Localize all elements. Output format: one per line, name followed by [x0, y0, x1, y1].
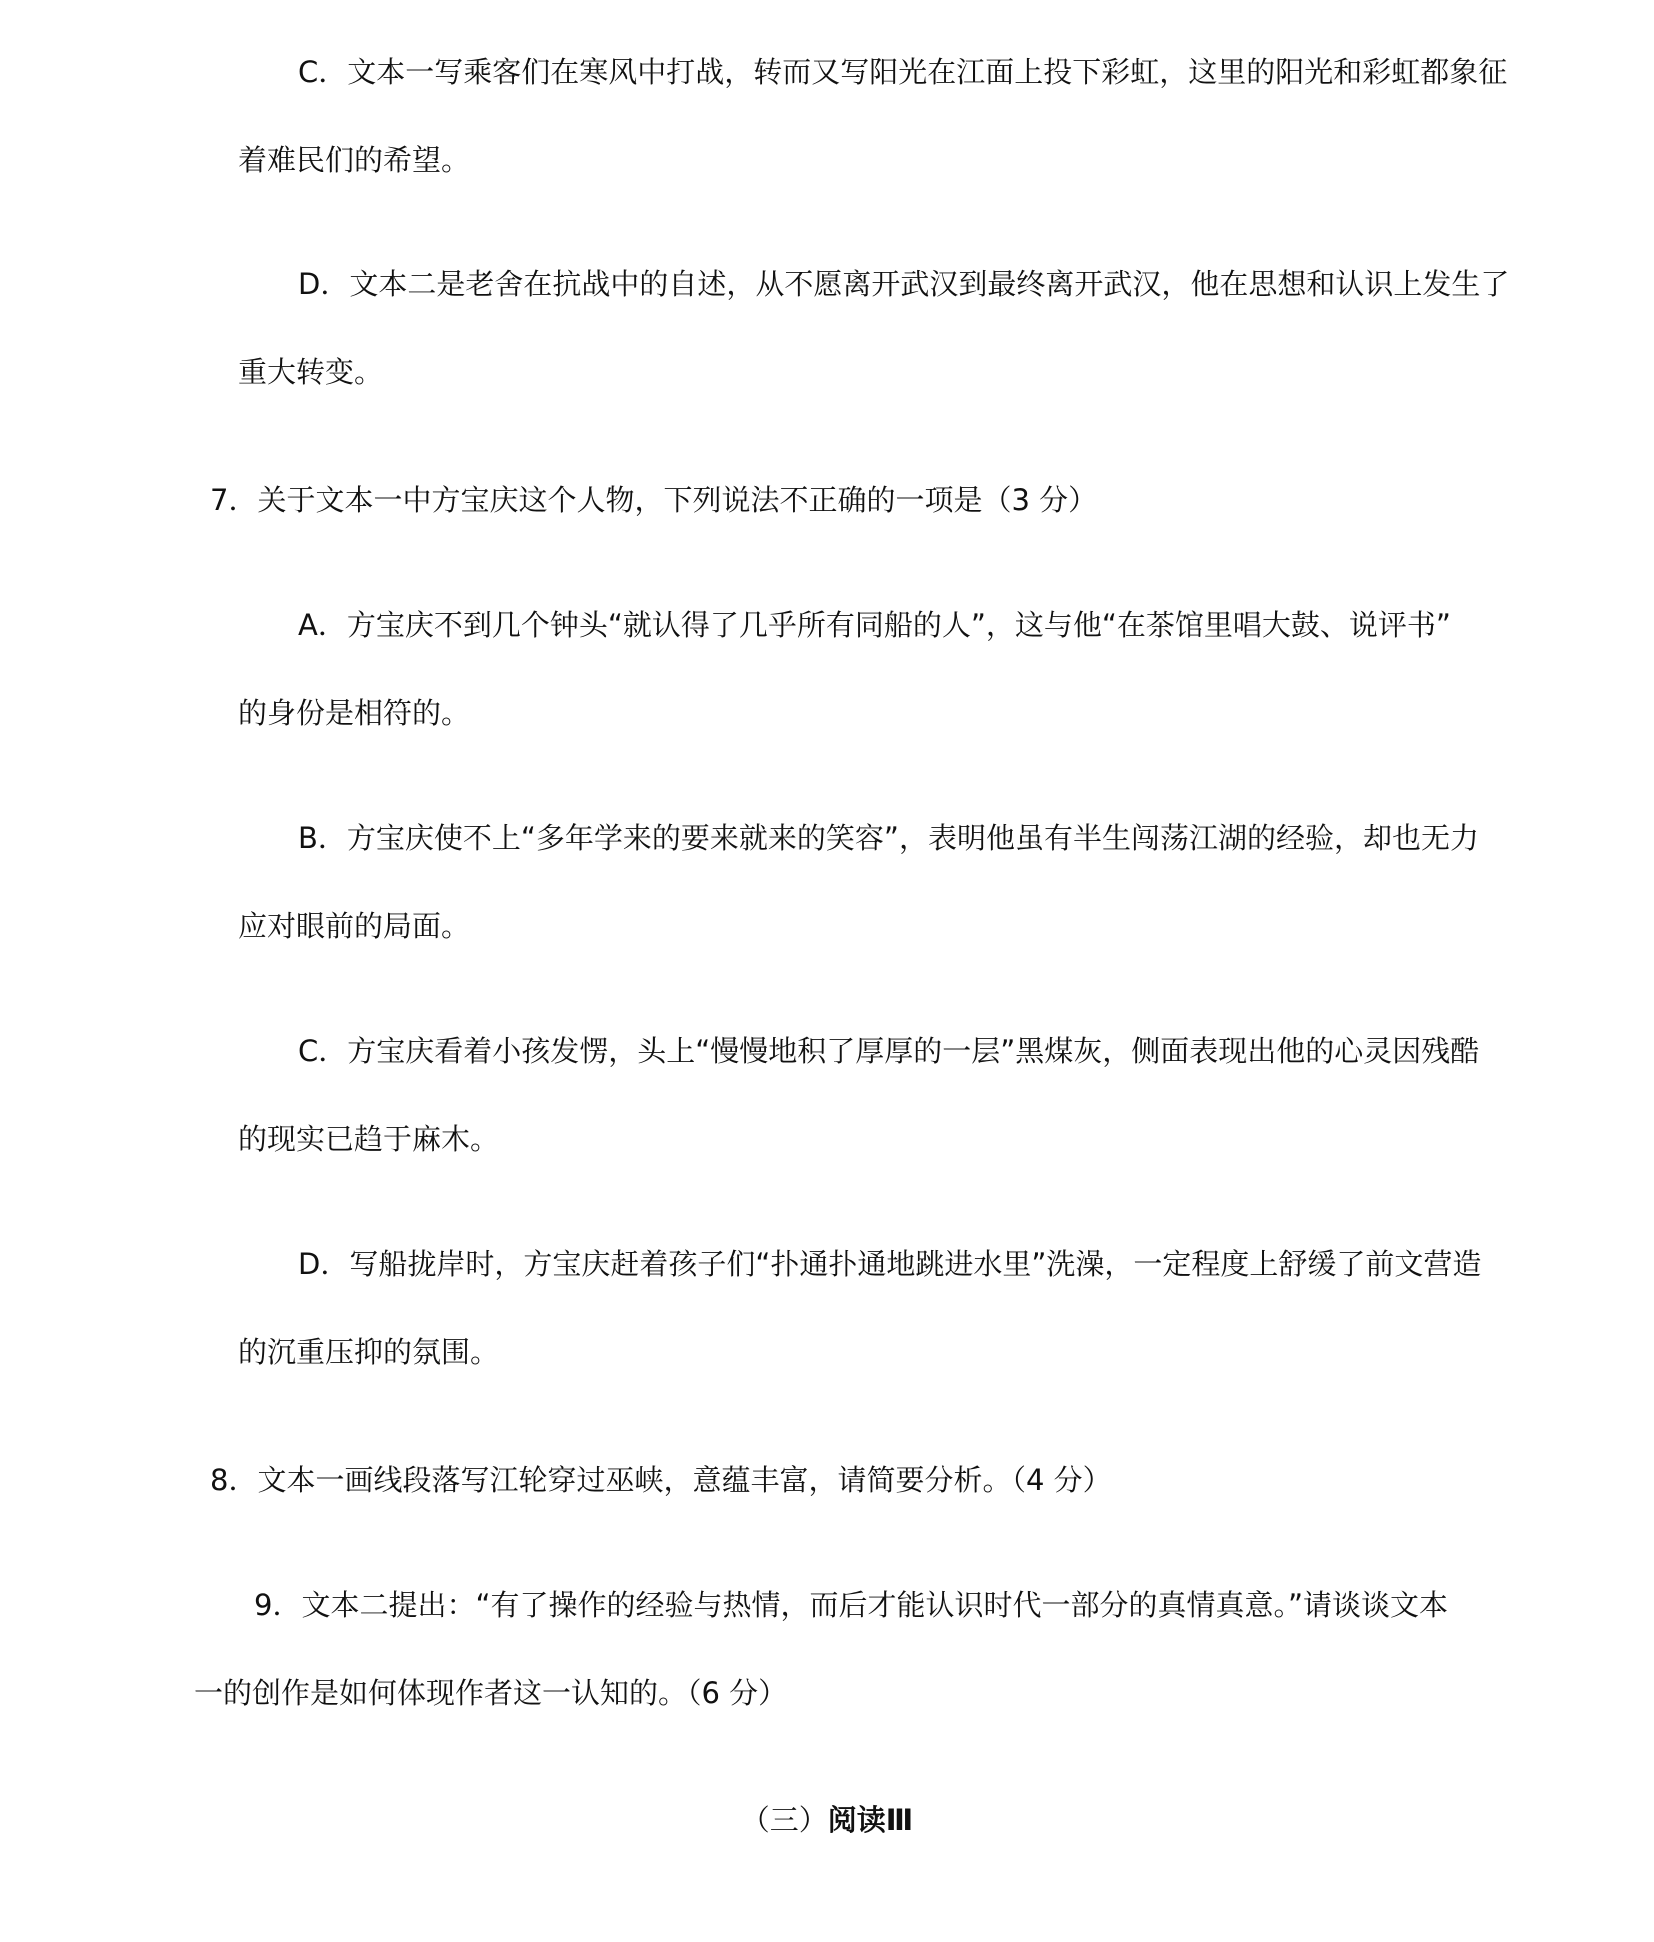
q7-stem: 7．关于文本一中方宝庆这个人物，下列说法不正确的一项是（3 分） [210, 483, 1098, 517]
q7-option-b-line1: B．方宝庆使不上“多年学来的要来就来的笑容”，表明他虽有半生闯荡江湖的经验，却也无力 [298, 821, 1479, 855]
q6-option-d-line1: D．文本二是老舍在抗战中的自述，从不愿离开武汉到最终离开武汉，他在思想和认识上发生了 [298, 267, 1510, 301]
q9-line1: 9．文本二提出：“有了操作的经验与热情，而后才能认识时代一部分的真情真意。”请谈谈文本 [254, 1588, 1449, 1622]
q7-option-c-line1: C．方宝庆看着小孩发愣，头上“慢慢地积了厚厚的一层”黑煤灰，侧面表现出他的心灵因残酷 [298, 1034, 1480, 1068]
q6-option-d-line2: 重大转变。 [238, 355, 384, 389]
section-heading [0, 1800, 1654, 1840]
section-heading-title: 阅读Ⅲ [827, 1803, 914, 1837]
q7-option-a-line1: A．方宝庆不到几个钟头“就认得了几乎所有同船的人”，这与他“在茶馆里唱大鼓、说评书” [298, 608, 1451, 642]
q7-option-d-line2: 的沉重压抑的氛围。 [238, 1335, 500, 1369]
q6-option-c-line1: C．文本一写乘客们在寒风中打战，转而又写阳光在江面上投下彩虹，这里的阳光和彩虹都象征 [298, 55, 1508, 89]
q7-option-a-line2: 的身份是相符的。 [238, 696, 471, 730]
q7-option-d-line1: D．写船拢岸时，方宝庆赶着孩子们“扑通扑通地跳进水里”洗澡，一定程度上舒缓了前文营造 [298, 1247, 1482, 1281]
q6-option-c-line2: 着难民们的希望。 [238, 143, 471, 177]
q7-option-b-line2: 应对眼前的局面。 [238, 909, 471, 943]
q8-stem: 8．文本一画线段落写江轮穿过巫峡，意蕴丰富，请简要分析。（4 分） [210, 1463, 1112, 1497]
q7-option-c-line2: 的现实已趋于麻木。 [238, 1122, 500, 1156]
q9-line2: 一的创作是如何体现作者这一认知的。（6 分） [194, 1676, 788, 1710]
section-heading-prefix: （三） [740, 1803, 828, 1837]
